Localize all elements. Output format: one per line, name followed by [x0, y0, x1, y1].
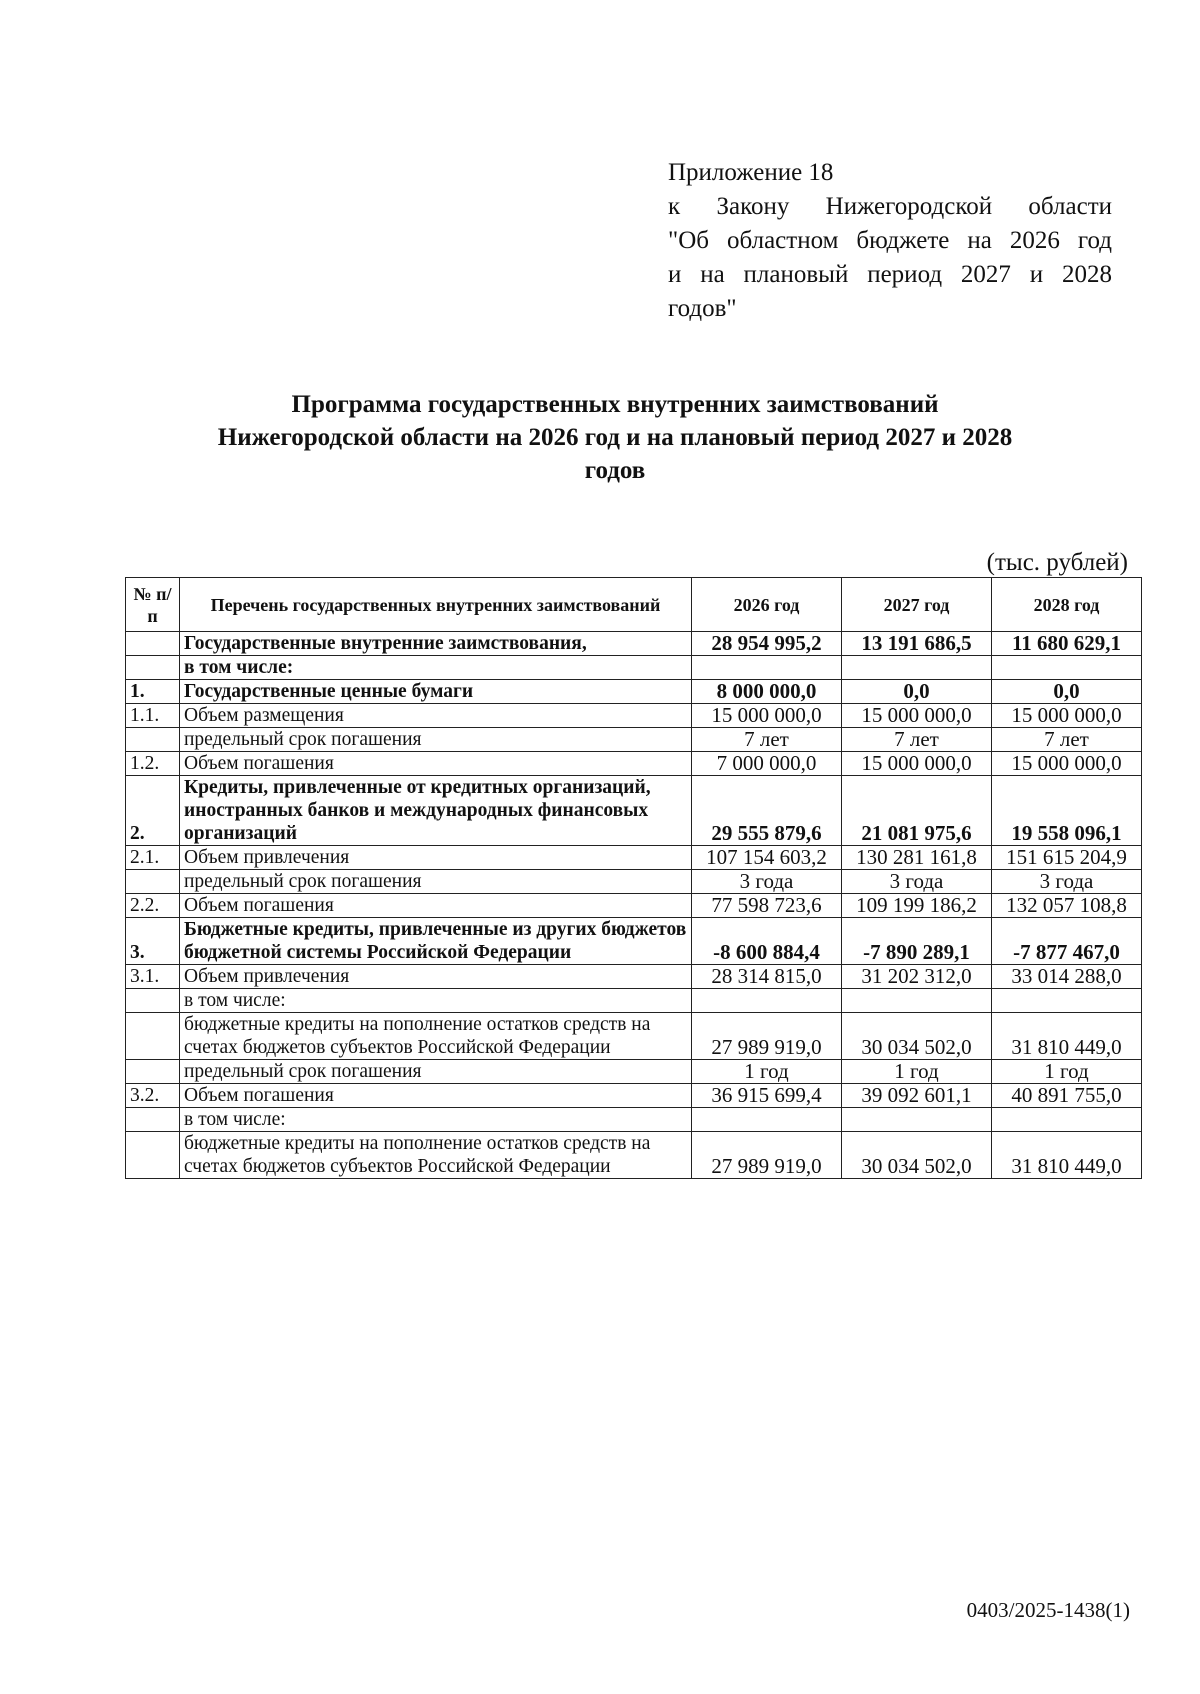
row-number: 1.2.: [126, 752, 180, 776]
header-2028: 2028 год: [992, 578, 1142, 632]
value-2026: 29 555 879,6: [692, 776, 842, 846]
value-2027: 13 191 686,5: [842, 632, 992, 656]
row-name: Объем размещения: [180, 704, 692, 728]
value-2028: 132 057 108,8: [992, 894, 1142, 918]
units-label: (тыс. рублей): [986, 549, 1128, 576]
value-2028: [992, 656, 1142, 680]
value-2028: 19 558 096,1: [992, 776, 1142, 846]
value-2028: 0,0: [992, 680, 1142, 704]
row-number: 3.2.: [126, 1084, 180, 1108]
row-number: [126, 1013, 180, 1060]
row-name: бюджетные кредиты на пополнение остатков средств на счетах бюджетов субъектов Российской Федерации: [180, 1013, 692, 1060]
value-2026: 107 154 603,2: [692, 846, 842, 870]
document-title: [160, 388, 1070, 487]
value-2027: 109 199 186,2: [842, 894, 992, 918]
row-number: [126, 989, 180, 1013]
row-number: 2.2.: [126, 894, 180, 918]
value-2026: -8 600 884,4: [692, 918, 842, 965]
row-name: Государственные ценные бумаги: [180, 680, 692, 704]
value-2026: 27 989 919,0: [692, 1013, 842, 1060]
value-2027: 30 034 502,0: [842, 1132, 992, 1179]
row-name: Государственные внутренние заимствования,: [180, 632, 692, 656]
value-2027: [842, 1108, 992, 1132]
value-2028: -7 877 467,0: [992, 918, 1142, 965]
header-2027: 2027 год: [842, 578, 992, 632]
value-2026: 27 989 919,0: [692, 1132, 842, 1179]
value-2026: 77 598 723,6: [692, 894, 842, 918]
title-line: Программа государственных внутренних заимствований: [291, 391, 939, 418]
table-row: [126, 989, 1142, 1013]
row-number: 2.: [126, 776, 180, 846]
value-2027: 130 281 161,8: [842, 846, 992, 870]
value-2027: 3 года: [842, 870, 992, 894]
row-name: предельный срок погашения: [180, 728, 692, 752]
row-number: [126, 1132, 180, 1179]
table-row: [126, 776, 1142, 846]
value-2028: [992, 989, 1142, 1013]
table-row: [126, 680, 1142, 704]
table-row: [126, 632, 1142, 656]
value-2026: 7 лет: [692, 728, 842, 752]
value-2026: 28 954 995,2: [692, 632, 842, 656]
row-number: [126, 1060, 180, 1084]
row-number: [126, 1108, 180, 1132]
value-2028: 33 014 288,0: [992, 965, 1142, 989]
value-2027: 15 000 000,0: [842, 704, 992, 728]
row-number: [126, 728, 180, 752]
table-row: [126, 918, 1142, 965]
row-name: Объем погашения: [180, 752, 692, 776]
row-name: Объем привлечения: [180, 846, 692, 870]
value-2028: 31 810 449,0: [992, 1132, 1142, 1179]
value-2028: 31 810 449,0: [992, 1013, 1142, 1060]
header-number: № п/п: [126, 578, 180, 632]
table-row: [126, 1013, 1142, 1060]
value-2027: 21 081 975,6: [842, 776, 992, 846]
value-2028: 15 000 000,0: [992, 704, 1142, 728]
row-number: 1.: [126, 680, 180, 704]
value-2028: 151 615 204,9: [992, 846, 1142, 870]
title-line: Нижегородской области на 2026 год и на плановый период 2027 и 2028: [217, 424, 1013, 451]
document-number: 0403/2025-1438(1): [966, 1598, 1130, 1622]
value-2027: 1 год: [842, 1060, 992, 1084]
row-number: [126, 656, 180, 680]
row-number: 3.: [126, 918, 180, 965]
row-name: Объем погашения: [180, 1084, 692, 1108]
value-2026: 36 915 699,4: [692, 1084, 842, 1108]
value-2027: 39 092 601,1: [842, 1084, 992, 1108]
row-name: в том числе:: [180, 1108, 692, 1132]
appendix-line: Приложение 18: [668, 159, 834, 186]
table-row: [126, 728, 1142, 752]
value-2026: 1 год: [692, 1060, 842, 1084]
table-row: [126, 752, 1142, 776]
row-number: [126, 870, 180, 894]
value-2028: 11 680 629,1: [992, 632, 1142, 656]
table-body: [126, 632, 1142, 1179]
row-number: [126, 632, 180, 656]
value-2027: [842, 656, 992, 680]
table-row: [126, 1084, 1142, 1108]
appendix-line: и на плановый период 2027 и 2028: [668, 261, 1112, 288]
value-2028: 1 год: [992, 1060, 1142, 1084]
table-row: [126, 870, 1142, 894]
value-2026: 3 года: [692, 870, 842, 894]
value-2027: [842, 989, 992, 1013]
row-number: 1.1.: [126, 704, 180, 728]
value-2028: 40 891 755,0: [992, 1084, 1142, 1108]
table-row: [126, 846, 1142, 870]
row-name: Объем погашения: [180, 894, 692, 918]
value-2028: 3 года: [992, 870, 1142, 894]
value-2026: 15 000 000,0: [692, 704, 842, 728]
table-row: [126, 1132, 1142, 1179]
row-name: бюджетные кредиты на пополнение остатков средств на счетах бюджетов субъектов Российской Федерации: [180, 1132, 692, 1179]
appendix-line: годов": [668, 295, 737, 322]
value-2027: 15 000 000,0: [842, 752, 992, 776]
table-row: [126, 1060, 1142, 1084]
row-name: Кредиты, привлеченные от кредитных организаций, иностранных банков и международных финансовых организаций: [180, 776, 692, 846]
row-number: 3.1.: [126, 965, 180, 989]
value-2026: [692, 1108, 842, 1132]
row-name: Бюджетные кредиты, привлеченные из других бюджетов бюджетной системы Российской Федерации: [180, 918, 692, 965]
row-name: предельный срок погашения: [180, 870, 692, 894]
appendix-line: к Закону Нижегородской области: [668, 193, 1112, 220]
value-2026: [692, 656, 842, 680]
header-2026: 2026 год: [692, 578, 842, 632]
value-2027: -7 890 289,1: [842, 918, 992, 965]
value-2028: 7 лет: [992, 728, 1142, 752]
value-2028: 15 000 000,0: [992, 752, 1142, 776]
borrowing-table: [125, 577, 1142, 1179]
row-name: в том числе:: [180, 989, 692, 1013]
row-name: Объем привлечения: [180, 965, 692, 989]
header-name: Перечень государственных внутренних заимствований: [180, 578, 692, 632]
appendix-note: [668, 156, 1112, 326]
row-number: 2.1.: [126, 846, 180, 870]
table-row: [126, 894, 1142, 918]
value-2027: 30 034 502,0: [842, 1013, 992, 1060]
value-2026: 8 000 000,0: [692, 680, 842, 704]
value-2027: 7 лет: [842, 728, 992, 752]
value-2028: [992, 1108, 1142, 1132]
table-row: [126, 704, 1142, 728]
value-2026: 28 314 815,0: [692, 965, 842, 989]
row-name: в том числе:: [180, 656, 692, 680]
value-2026: 7 000 000,0: [692, 752, 842, 776]
value-2026: [692, 989, 842, 1013]
table-row: [126, 965, 1142, 989]
table-row: [126, 1108, 1142, 1132]
row-name: предельный срок погашения: [180, 1060, 692, 1084]
value-2027: 0,0: [842, 680, 992, 704]
value-2027: 31 202 312,0: [842, 965, 992, 989]
appendix-line: "Об областном бюджете на 2026 год: [668, 227, 1112, 254]
table-row: [126, 656, 1142, 680]
title-line: годов: [584, 457, 646, 484]
table-header-row: [126, 578, 1142, 632]
